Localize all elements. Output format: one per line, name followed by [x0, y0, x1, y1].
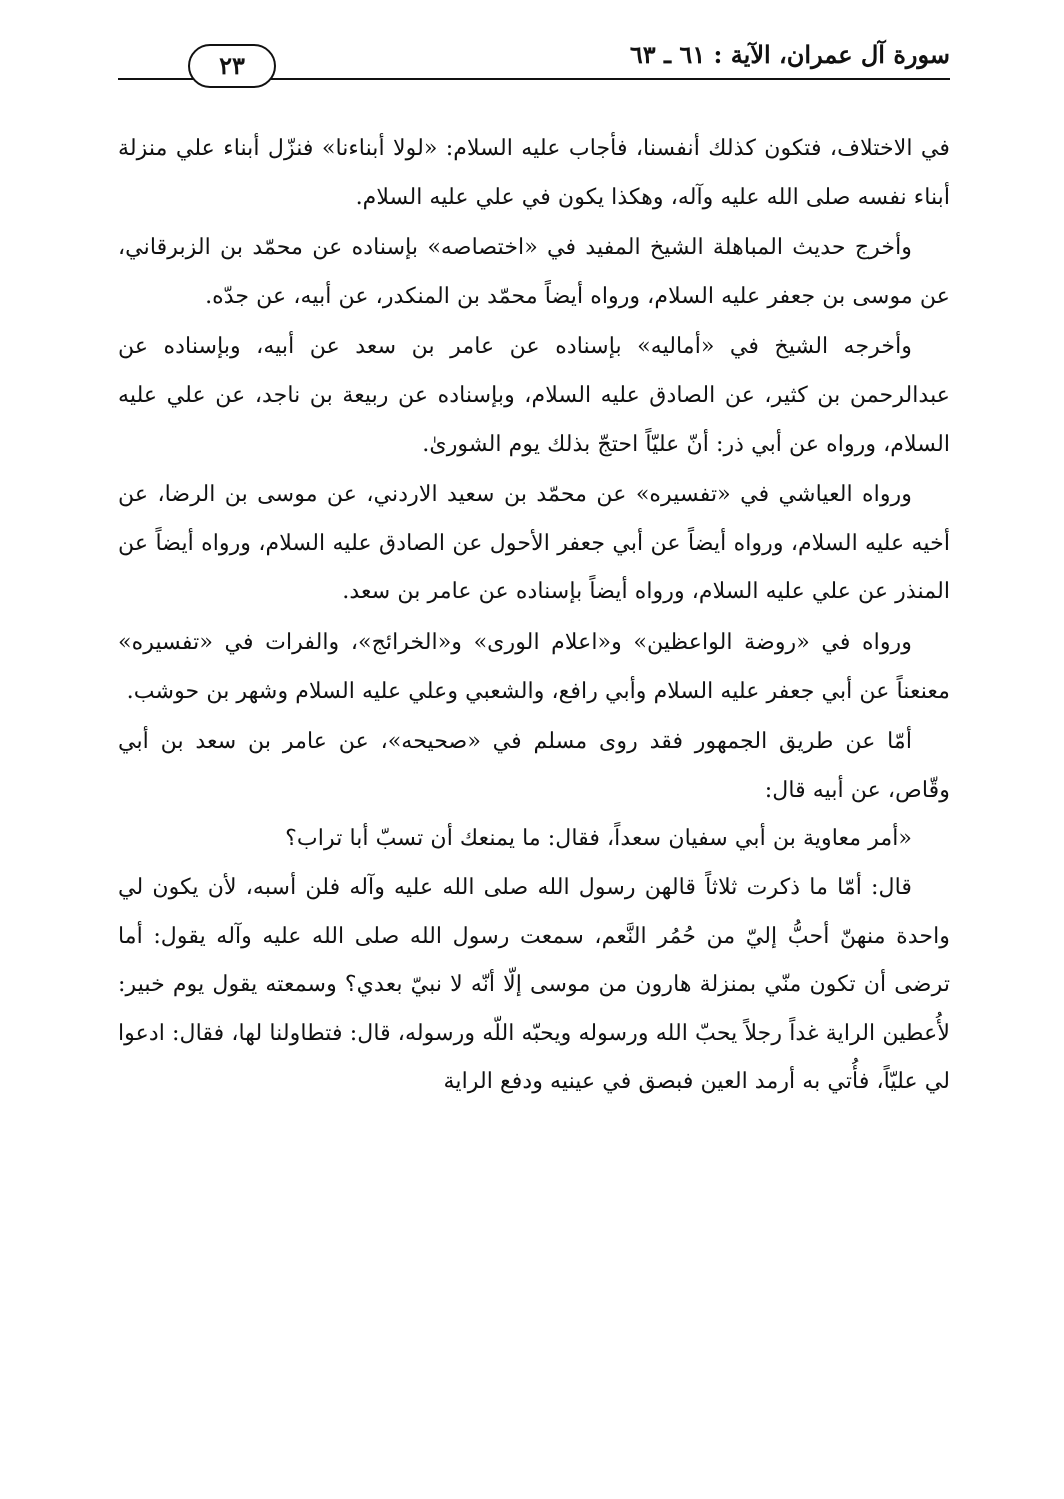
header-title: سورة آل عمران، الآية : ٦١ ـ ٦٣	[629, 40, 950, 69]
paragraph: وأخرج حديث المباهلة الشيخ المفيد في «اختصاصه» بإسناده عن محمّد بن الزبرقاني، عن موسى بن جعفر عليه السلام، ورواه أيضاً محمّد بن المنكدر، عن أبيه، عن جدّه.	[118, 234, 950, 309]
paragraph: ورواه العياشي في «تفسيره» عن محمّد بن سعيد الاردني، عن موسى بن الرضا، عن أخيه عليه السلام، ورواه أيضاً عن أبي جعفر الأحول عن الصادق عليه السلام، ورواه أيضاً عن المنذر عن علي عليه السلام، ورواه أيضاً بإسناده عن عامر بن سعد.	[118, 481, 950, 605]
running-header	[118, 34, 950, 84]
quote-paragraph: قال: أمّا ما ذكرت ثلاثاً قالهن رسول الله صلى الله عليه وآله فلن أسبه، لأن يكون لي واحدة منهنّ أحبُّ إليّ من حُمُر النَّعم، سمعت رسول الله صلى الله عليه وآله يقول: أما ترضى أن تكون منّي بمنزلة هارون من موسى إلّا أنّه لا نبيّ بعدي؟ وسمعته يقول يوم خبير: لأُعطين الراية غداً رجلاً يحبّ الله ورسوله ويحبّه اللّه ورسوله، قال: فتطاولنا لها، فقال: ادعوا لي عليّاً، فأُتي به أرمد العين فبصق في عينيه ودفع الراية	[118, 873, 950, 1095]
body-text	[118, 124, 950, 1106]
paragraph: وأخرجه الشيخ في «أماليه» بإسناده عن عامر بن سعد عن أبيه، وبإسناده عن عبدالرحمن بن كثير، عن الصادق عليه السلام، وبإسناده عن ربيعة بن ناجد، عن علي عليه السلام، ورواه عن أبي ذر: أنّ عليّاً احتجّ بذلك يوم الشورىٰ.	[118, 333, 950, 457]
paragraph: أمّا عن طريق الجمهور فقد روى مسلم في «صحيحه»، عن عامر بن سعد بن أبي وقّاص، عن أبيه قال:	[118, 728, 950, 803]
paragraph: في الاختلاف، فتكون كذلك أنفسنا، فأجاب عليه السلام: «لولا أبناءنا» فنزّل أبناء علي منزلة أبناء نفسه صلى الله عليه وآله، وهكذا يكون في علي عليه السلام.	[118, 135, 950, 210]
page-number: ٢٣	[188, 44, 276, 88]
quote-paragraph: «أمر معاوية بن أبي سفيان سعداً، فقال: ما يمنعك أن تسبّ أبا تراب؟	[285, 825, 912, 852]
paragraph: ورواه في «روضة الواعظين» و«اعلام الورى» و«الخرائج»، والفرات في «تفسيره» معنعناً عن أبي جعفر عليه السلام وأبي رافع، والشعبي وعلي عليه السلام وشهر بن حوشب.	[118, 628, 950, 704]
